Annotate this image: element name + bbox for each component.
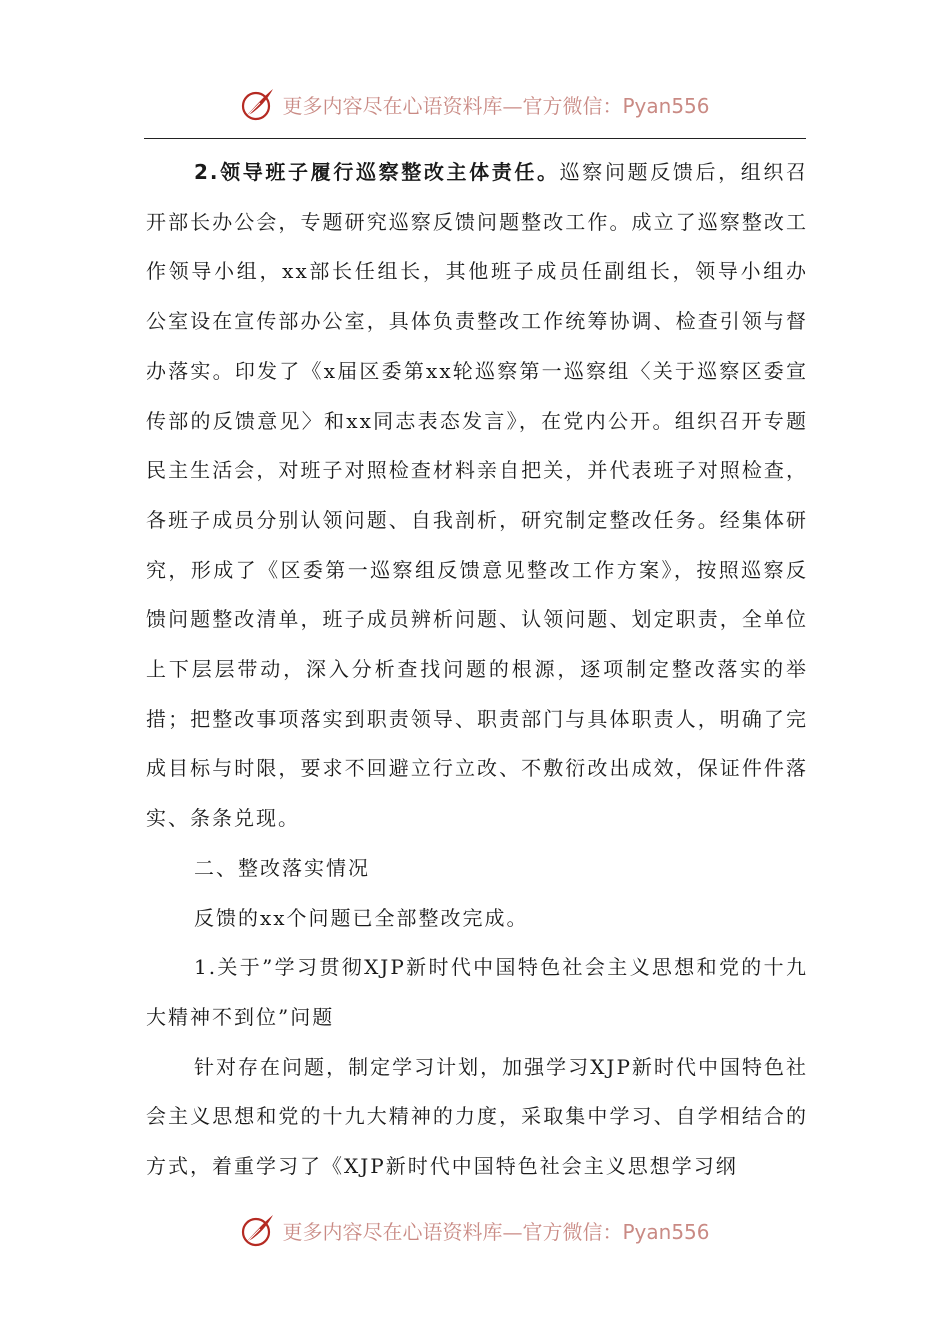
quill-logo-icon bbox=[240, 86, 276, 122]
paragraph-4: 针对存在问题，制定学习计划，加强学习XJP新时代中国特色社会主义思想和党的十九大精神的力度，采取集中学习、自学相结合的方式，着重学习了《XJP新时代中国特色社会主义思想学习纲 bbox=[146, 1054, 808, 1179]
watermark-header bbox=[0, 82, 950, 126]
section-title: 二、整改落实情况 bbox=[194, 855, 370, 880]
paragraph-1 bbox=[146, 148, 808, 844]
watermark-footer bbox=[0, 1208, 950, 1252]
paragraph-heading: 2.领导班子履行巡察整改主体责任。 bbox=[194, 160, 560, 184]
header-rule bbox=[144, 138, 806, 139]
paragraph-body: 巡察问题反馈后，组织召开部长办公会，专题研究巡察反馈问题整改工作。成立了巡察整改工作领导小组，xx部长任组长，其他班子成员任副组长，领导小组办公室设在宣传部办公室，具体负责整改工作统筹协调、检查引领与督办落实。印发了《x届区委第xx轮巡察第一巡察组〈关于巡察区委宣传部的反馈意见〉和xx同志表态发言》，在党内公开。组织召开专题民主生活会，对班子对照检查材料亲自把关，并代表班子对照检查，各班子成员分别认领问题、自我剖析，研究制定整改任务。经集体研究，形成了《区委第一巡察组反馈意见整改工作方案》，按照巡察反馈问题整改清单，班子成员辨析问题、认领问题、划定职责，全单位上下层层带动，深入分析查找问题的根源，逐项制定整改落实的举措；把整改事项落实到职责领导、职责部门与具体职责人，明确了完成目标与时限，要求不回避立行立改、不敷衍改出成效，保证件件落实、条条兑现。 bbox=[146, 160, 809, 831]
quill-logo-icon bbox=[240, 1212, 276, 1248]
watermark-text: 更多内容尽在心语资料库—官方微信：Pyan556 bbox=[282, 93, 710, 118]
paragraph-2: 反馈的xx个问题已全部整改完成。 bbox=[194, 905, 529, 930]
document-body bbox=[146, 148, 808, 1192]
paragraph-3: 1.关于”学习贯彻XJP新时代中国特色社会主义思想和党的十九大精神不到位”问题 bbox=[146, 955, 808, 1029]
watermark-text: 更多内容尽在心语资料库—官方微信：Pyan556 bbox=[282, 1219, 710, 1244]
